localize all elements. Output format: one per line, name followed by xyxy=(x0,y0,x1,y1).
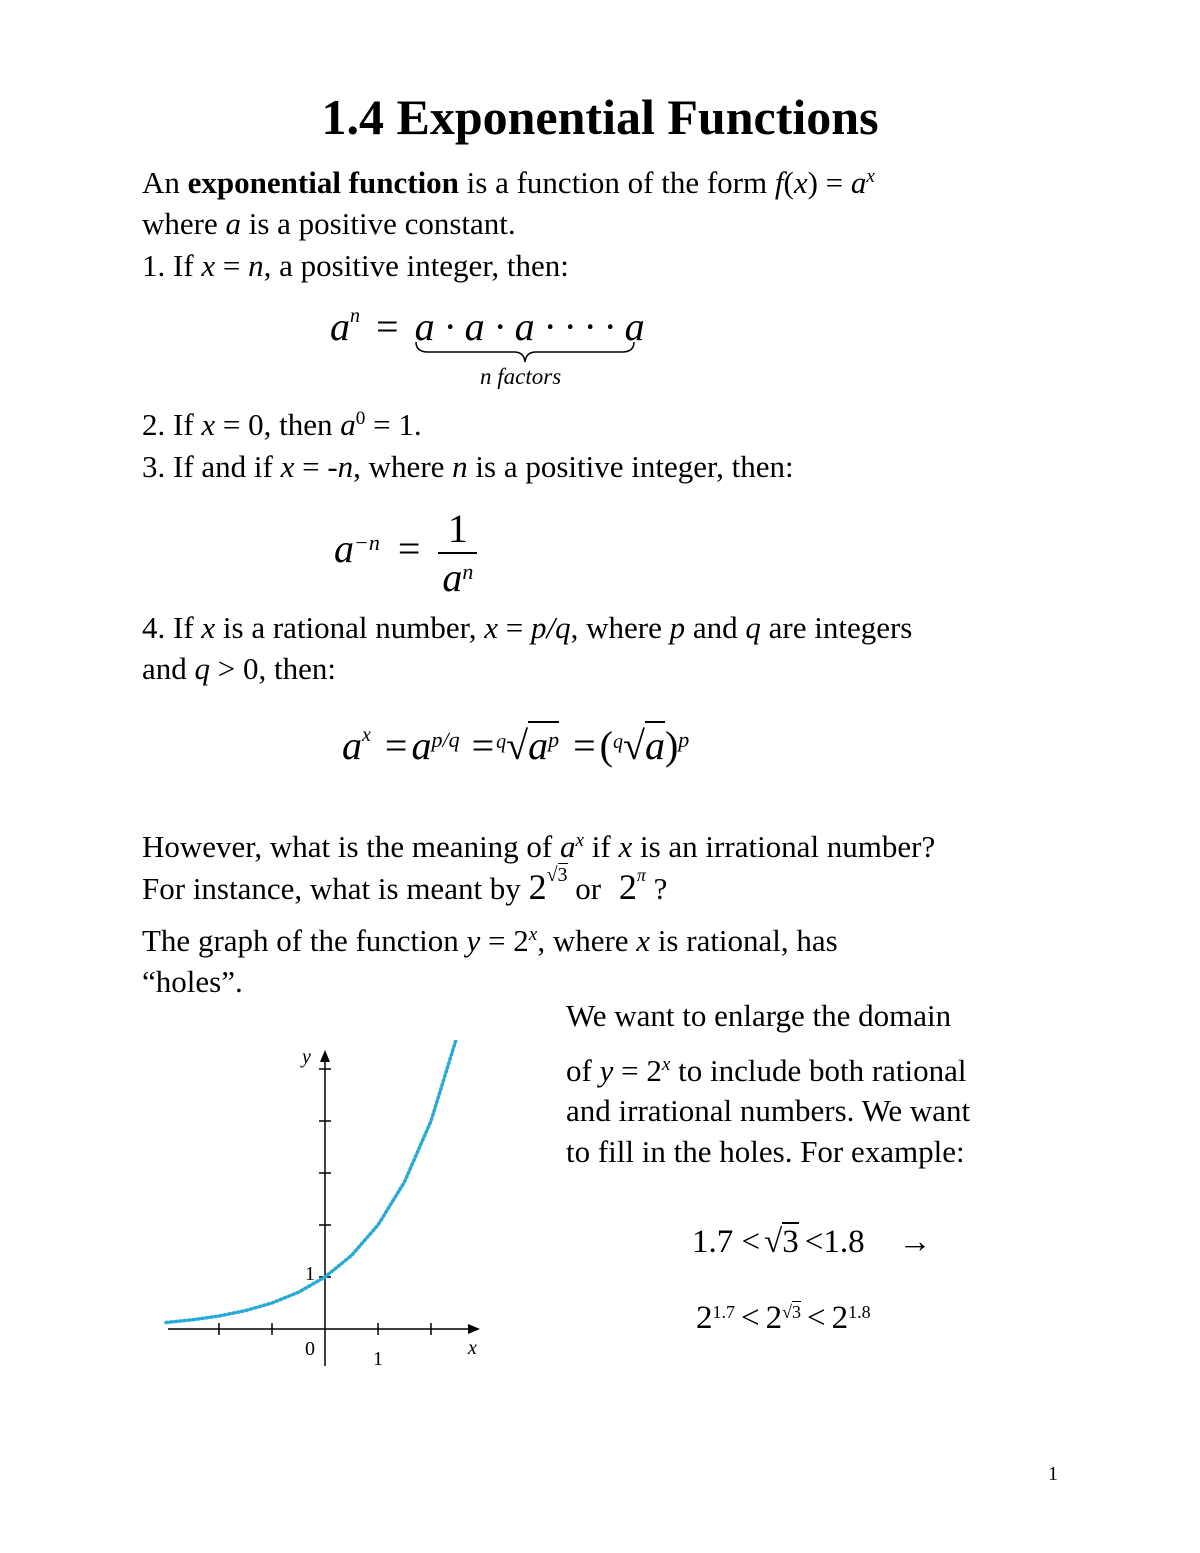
arrow-icon: → xyxy=(898,1224,932,1260)
y-axis-arrow-icon xyxy=(320,1050,330,1062)
exponential-graph xyxy=(150,1040,490,1380)
y-tick-label-1: 1 xyxy=(305,1263,315,1285)
right-text-1: We want to enlarge the domain xyxy=(566,998,952,1033)
page-title: 1.4 Exponential Functions xyxy=(321,89,879,145)
definition-line-2: where a is a positive constant. xyxy=(142,206,516,241)
underbrace xyxy=(414,340,636,366)
item-4: 4. If x is a rational number, x = p/q, where p and q are integers xyxy=(142,610,913,645)
graph-description: The graph of the function $y = 2^x$, where x is rational, has xyxy=(142,923,838,958)
instance-line: For instance, what is meant by $2^{√3}$ or $2^\pi$ ? xyxy=(142,864,668,907)
formula-negative-exponent: $a^{-n}$ = $\frac{1}{a^n}$ xyxy=(334,505,477,601)
however-line: However, what is the meaning of $a^x$ if x is an irrational number? xyxy=(142,829,936,864)
inequality-powers: $2^{1.7} < 2^{√3} < 2^{1.8}$ xyxy=(696,1300,871,1336)
origin-label: 0 xyxy=(305,1338,315,1360)
item-4-line-2: and q > 0, then: xyxy=(142,651,336,686)
y-axis-label: y xyxy=(302,1046,311,1068)
page-number: 1 xyxy=(1048,1463,1058,1485)
inequality-sqrt3: 1.7 < √3 <1.8 → xyxy=(692,1224,932,1260)
item-2: 2. If x = 0, then $a^0 = 1$. xyxy=(142,407,422,442)
item-3: 3. If and if x = -n, where n is a positive integer, then: xyxy=(142,449,794,484)
item-1: 1. If x = n, a positive integer, then: xyxy=(142,248,569,283)
x-axis-label: x xyxy=(468,1337,477,1359)
right-text-2: of $y = 2^x$ to include both rational xyxy=(566,1053,967,1088)
graph-description-2: “holes”. xyxy=(142,964,243,999)
definition-line: An exponential function is a function of the form $f(x) = a^x$ xyxy=(142,165,875,200)
right-text-3: and irrational numbers. We want xyxy=(566,1093,971,1128)
formula-rational-exponent: $a^x = a^{p/q} = ^q√a^p = (^q√a)^p$ xyxy=(342,723,690,768)
formula-power-product: $a^n = a \cdot a \cdot a$ · · · · a xyxy=(330,304,645,349)
definition-term: exponential function xyxy=(187,165,459,200)
x-tick-label-1: 1 xyxy=(373,1348,383,1370)
brace-label: n factors xyxy=(480,364,562,389)
right-text-4: to fill in the holes. For example: xyxy=(566,1134,965,1169)
x-axis-arrow-icon xyxy=(468,1324,480,1334)
